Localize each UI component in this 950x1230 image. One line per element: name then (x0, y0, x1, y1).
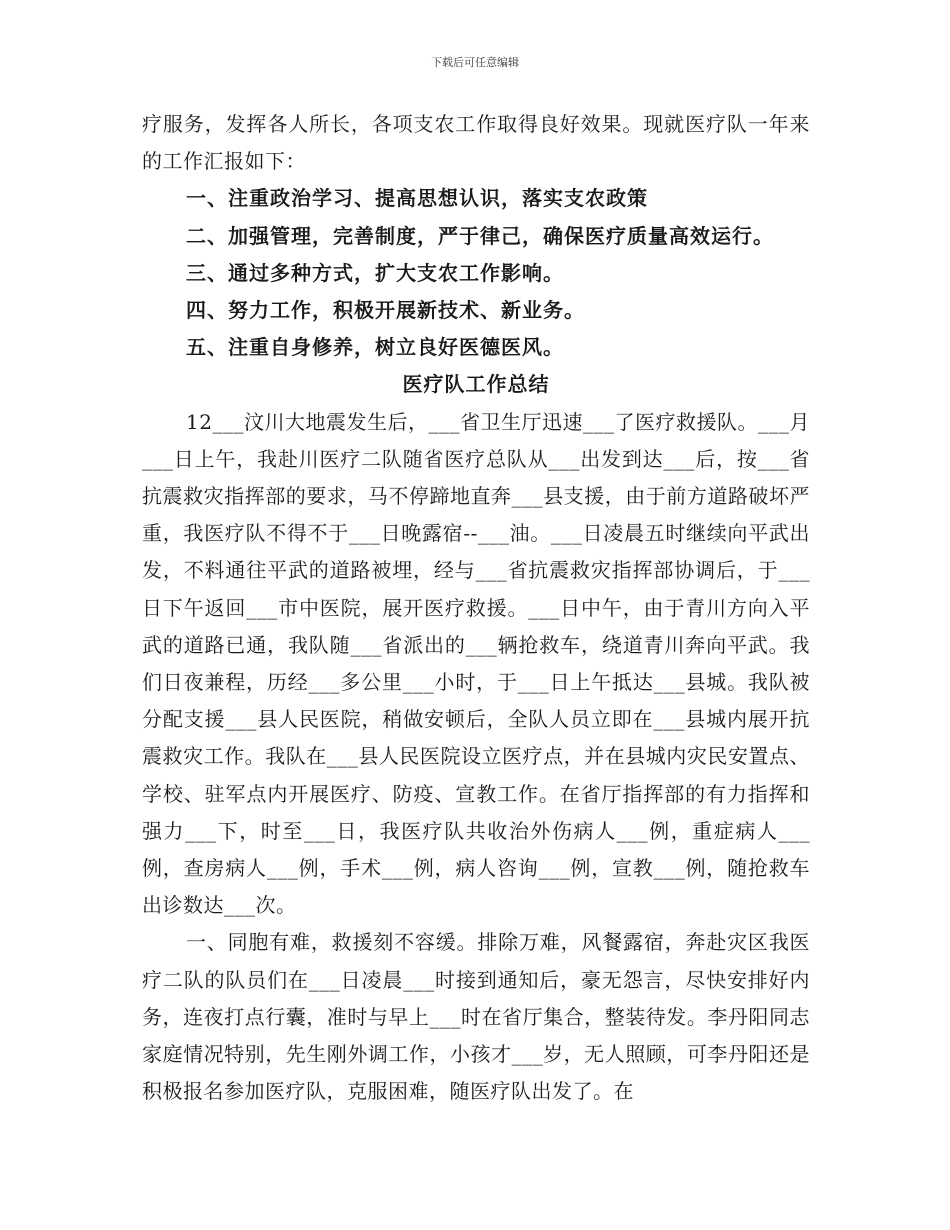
page-header: 下载后可任意编辑 (431, 56, 519, 69)
heading-2: 二、加强管理，完善制度，严于律己，确保医疗质量高效运行。 (186, 223, 774, 248)
body-paragraph-1: 12___汶川大地震发生后，___省卫生厅迅速___了医疗救援队。___月___日上午，我赴川医疗二队随省医疗总队从___出发到达___后，按___省抗震救灾指挥部的要求，马不停蹄地直奔___县支援，由于前方道路破坏严重，我医疗队不得不于___日晚露宿--___油。___日凌晨五时继续向平武出发，不料通往平武的道路被埋，经与___省抗震救灾指挥部协调后，于___日下午返回___市中医院，展开医疗救援。___日中午，由于青川方向入平武的道路已通，我队随___省派出的___辆抢救车，绕道青川奔向平武。我们日夜兼程，历经___多公里___小时，于___日上午抵达___县城。我队被分配支援___县人民医院，稍做安顿后，全队人员立即在___县城内展开抗震救灾工作。我队在___县人民医院设立医疗点，并在县城内灾民安置点、学校、驻军点内开展医疗、防疫、宣教工作。在省厅指挥部的有力指挥和强力___下，时至___日，我医疗队共收治外伤病人___例，重症病人___例，查房病人___例，手术___例，病人咨询___例，宣教___例，随抢救车出诊数达___次。 (142, 409, 810, 918)
heading-5: 五、注重自身修养，树立良好医德医风。 (186, 335, 564, 360)
heading-1: 一、注重政治学习、提高思想认识，落实支农政策 (186, 186, 648, 211)
document-body (142, 106, 810, 1110)
heading-3: 三、通过多种方式，扩大支农工作影响。 (186, 260, 564, 285)
heading-4: 四、努力工作，积极开展新技术、新业务。 (186, 298, 585, 323)
section-title: 医疗队工作总结 (402, 372, 550, 397)
intro-paragraph: 疗服务，发挥各人所长，各项支农工作取得良好效果。现就医疗队一年来的工作汇报如下： (142, 112, 810, 174)
body-paragraph-2: 一、同胞有难，救援刻不容缓。排除万难，风餐露宿，奔赴灾区我医疗二队的队员们在___日凌晨___时接到通知后，豪无怨言，尽快安排好内务，连夜打点行囊，准时与早上___时在省厅集合，整装待发。李丹阳同志家庭情况特别，先生刚外调工作，小孩才___岁，无人照顾，可李丹阳还是积极报名参加医疗队，克服困难，随医疗队出发了。在 (142, 930, 810, 1104)
